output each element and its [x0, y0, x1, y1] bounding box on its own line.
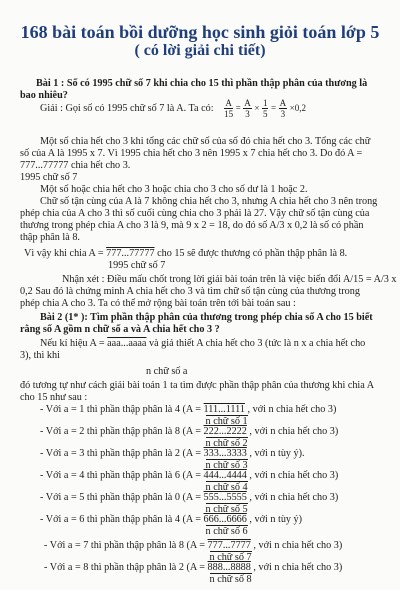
case-condition: , với n chia hết cho 3) [246, 492, 339, 503]
underbrace-label: n chữ số 3 [205, 460, 248, 471]
paragraph-line: Vì vậy khi chia A = 777...77777 cho 15 sẽ được thương có phần thập phân là 8. [24, 248, 348, 259]
paragraph-line: Nếu kí hiệu A = aaa...aaaa và giả thiết A chia hết cho 3 (tức là n x a chia hết cho [40, 338, 366, 349]
case-condition: , với n chia hết cho 3) [250, 562, 343, 573]
case-number: 333...3333 n chữ số 3 [203, 448, 248, 471]
repeating-number: aaa...aaaa [107, 338, 147, 349]
underbrace-label: 1995 chữ số 7 [108, 260, 166, 271]
case-line [44, 562, 343, 585]
case-number: 888...8888 n chữ số 8 [207, 562, 252, 585]
bai1-heading-cont: bao nhiêu? [20, 90, 68, 101]
underbrace-label: n chữ số 2 [205, 438, 248, 449]
underbrace-label: n chữ số 1 [205, 416, 248, 427]
case-line [40, 470, 339, 493]
paragraph-line: Một số chia hết cho 3 khi tổng các chữ số của số đó chia hết cho 3. Tổng các chữ [40, 136, 371, 147]
underbrace-label: n chữ số 5 [205, 504, 248, 515]
case-condition: , với n chia hết cho 3) [246, 470, 339, 481]
paragraph-line: thập phân là 8. [20, 232, 80, 243]
paragraph-line: phép chia của A cho 3 thì số cuối cùng chia cho 3 phải là 27. Vậy chữ số tận cùng của [20, 208, 370, 219]
case-number: 222...2222 n chữ số 2 [203, 426, 248, 449]
page-title: 168 bài toán bồi dưỡng học sinh giỏi toán lớp 5 [20, 22, 380, 42]
fraction-a-3-b: $\frac{A}{3}$ [279, 98, 287, 120]
case-condition: , với n tùy ý). [246, 448, 305, 459]
case-text: - Với a = 1 thì phần thập phân là 4 (A = [40, 404, 204, 415]
bai2-heading: Bài 2 (1* ): Tìm phần thập phân của thương trong phép chia số A cho 15 biết [40, 312, 373, 323]
case-line [40, 492, 339, 515]
case-line [40, 448, 305, 471]
paragraph-line: số của A là 1995 x 7. Vì 1995 chia hết cho 3 nên 1995 x 7 chia hết cho 3. Do đó A = [20, 148, 363, 159]
underbrace-label: n chữ số a [146, 366, 188, 377]
fraction-1-5: $\frac{1}{5}$ [262, 98, 268, 120]
paragraph-line: 1995 chữ số 7 [20, 172, 78, 183]
underbrace-label: n chữ số 6 [205, 526, 248, 537]
case-condition: , với n chia hết cho 3) [244, 404, 337, 415]
formula: $\frac{A}{15}$ = $\frac{A}{3}$ × $\frac{1}{5}$ = $\frac{A}{3}$ ×0,2 [224, 98, 306, 120]
page-subtitle: ( có lời giải chi tiết) [134, 42, 266, 59]
underbrace-label: n chữ số 4 [205, 482, 248, 493]
case-condition: , với n tùy ý) [246, 514, 303, 525]
bai1-solution-line [40, 96, 306, 120]
case-condition: , với n chia hết cho 3) [246, 426, 339, 437]
paragraph-line: Chữ số tận cùng của A là 7 không chia hết cho 3, nhưng A chia hết cho 3 nên trong [40, 196, 378, 207]
case-line [40, 426, 339, 449]
case-number: 666...6666 n chữ số 6 [203, 514, 248, 537]
paragraph-line: 3), thì khi [20, 350, 60, 361]
bai2-heading-cont: rằng số A gồm n chữ số a và A chia hết cho 3 ? [20, 324, 220, 335]
case-line [40, 404, 337, 427]
case-line [44, 540, 343, 563]
paragraph-line: 777...77777 chia hết cho 3. [20, 160, 131, 171]
paragraph-line: thương trong phép chia A cho 3 là 9, mà 9 x 2 = 18, do đó số A/3 x 0,2 là số có phần [20, 220, 364, 231]
fraction-a-3: $\frac{A}{3}$ [244, 98, 251, 120]
paragraph-line: đó tương tự như cách giải bài toán 1 ta tìm được phần thập phân của thương khi chia A [20, 380, 375, 391]
case-line [40, 514, 303, 537]
underbrace-label: n chữ số 7 [209, 552, 252, 563]
underbrace-label: n chữ số 8 [209, 574, 252, 585]
case-number: 555...5555 n chữ số 5 [203, 492, 248, 515]
paragraph-line: phép chia A cho 3. Ta có thể mở rộng bài toán trên tới bài toán sau : [20, 298, 296, 309]
case-text: - Với a = 8 thì phần thập phân là 2 (A = [44, 562, 208, 573]
case-text: - Với a = 4 thì phần thập phân là 6 (A = [40, 470, 204, 481]
case-text: - Với a = 6 thì phần thập phân là 4 (A = [40, 514, 204, 525]
case-number: 111...1111 n chữ số 1 [203, 404, 248, 427]
case-text: - Với a = 3 thì phần thập phân là 2 (A = [40, 448, 204, 459]
solution-label: Giải : Gọi số có 1995 chữ số 7 là A. Ta có: [40, 103, 214, 114]
paragraph-line: 0,2 Sau đó là chứng minh A chia hết cho 3 và tìm chữ số tận cùng của thương trong [20, 286, 360, 297]
case-text: - Với a = 2 thì phần thập phân là 8 (A = [40, 426, 204, 437]
paragraph-line: Nhận xét : Điều mấu chốt trong lời giải bài toán trên là việc biến đổi A/15 = A/3 x [62, 274, 397, 285]
paragraph-line: Một số hoặc chia hết cho 3 hoặc chia cho 3 cho số dư là 1 hoặc 2. [40, 184, 308, 195]
fraction-a-15: $\frac{A}{15}$ [224, 98, 234, 120]
repeating-number: 777...77777 [106, 248, 155, 259]
case-text: - Với a = 7 thì phần thập phân là 8 (A = [44, 540, 208, 551]
case-number: 777...7777 n chữ số 7 [207, 540, 252, 563]
case-condition: , với n chia hết cho 3) [250, 540, 343, 551]
case-text: - Với a = 5 thì phần thập phân là 0 (A = [40, 492, 204, 503]
paragraph-line: cho 15 như sau : [20, 392, 88, 403]
bai1-heading: Bài 1 : Số có 1995 chữ số 7 khi chia cho 15 thì phần thập phân của thương là [36, 78, 368, 89]
case-number: 444...4444 n chữ số 4 [203, 470, 248, 493]
